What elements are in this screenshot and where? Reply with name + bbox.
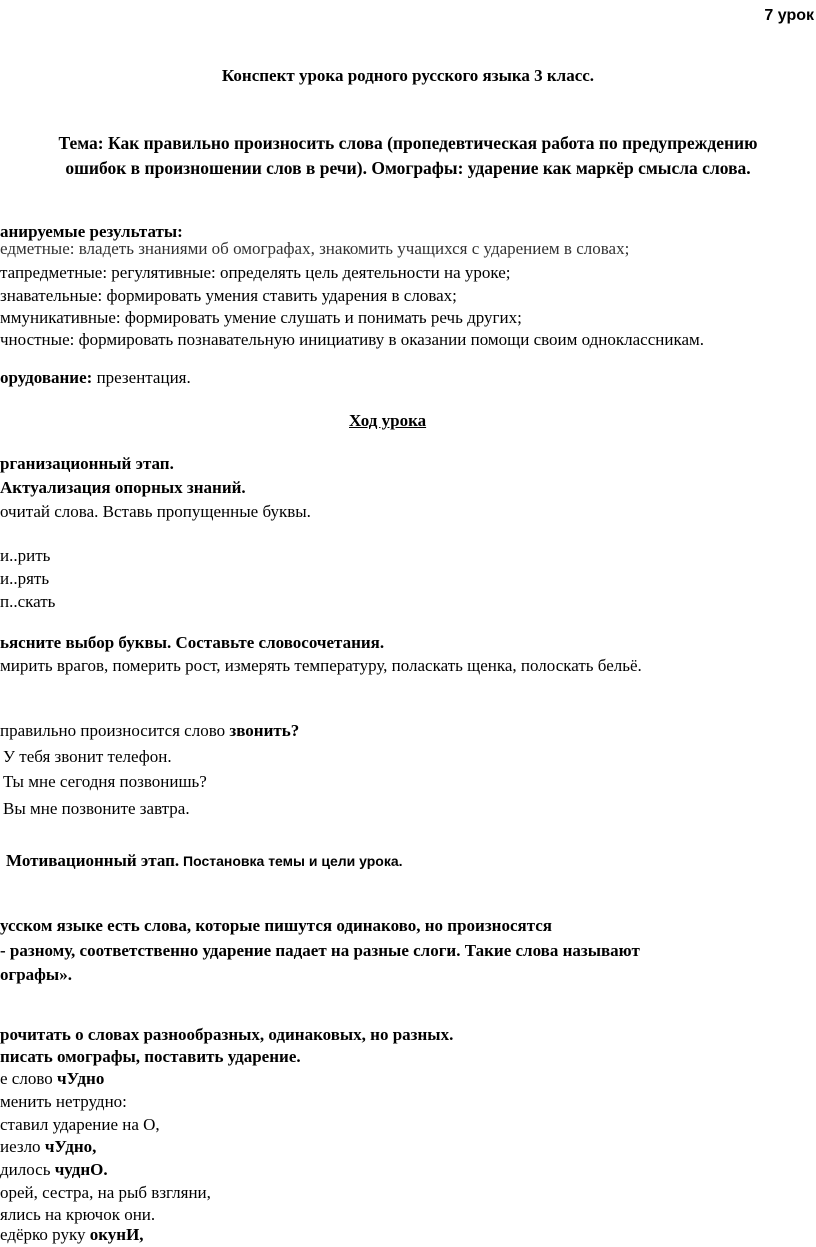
poem-accent-word: чуднО.	[54, 1160, 108, 1179]
results-item: знавательные: формировать умения ставить ударения в словах;	[0, 286, 457, 305]
stage-organizational: рганизационный этап.	[0, 454, 174, 473]
poem-text: ялись на крючок они.	[0, 1205, 156, 1224]
poem-accent-word: чУдно	[57, 1069, 105, 1088]
results-heading: анируемые результаты:	[0, 222, 183, 241]
poem-line	[0, 1135, 96, 1159]
paragraph-line: ографы».	[0, 965, 72, 984]
poem-text: едёрко руку	[0, 1225, 90, 1244]
lesson-label: 7 урок	[764, 7, 814, 24]
poem-text: ставил ударение на О,	[0, 1115, 160, 1134]
zvonit-example: Вы мне позвоните завтра.	[3, 799, 190, 818]
document-title: Конспект урока родного русского языка 3 класс.	[221, 66, 595, 85]
zvonit-word: звонить?	[229, 721, 300, 740]
zvonit-example: Ты мне сегодня позвонишь?	[3, 772, 207, 791]
results-item: ммуникативные: формировать умение слушать и понимать речь других;	[0, 308, 522, 327]
poem-line	[0, 1090, 127, 1114]
zvonit-question-text: правильно произносится слово	[0, 721, 230, 740]
equipment-label: орудование:	[0, 368, 93, 387]
word-item: и..рять	[0, 569, 50, 588]
results-item: тапредметные: регулятивные: определять цель деятельности на уроке;	[0, 263, 511, 282]
stage-actualization: Актуализация опорных знаний.	[0, 478, 246, 497]
word-item: п..скать	[0, 592, 56, 611]
paragraph-line: усском языке есть слова, которые пишутся одинаково, но произносятся	[0, 916, 553, 935]
equipment-line	[0, 366, 191, 390]
poem-line	[0, 1223, 144, 1247]
stage-motivation	[6, 849, 403, 873]
poem-text: дилось	[0, 1160, 55, 1179]
task-line: писать омографы, поставить ударение.	[0, 1047, 301, 1066]
topic-line-2: ошибок в произношении слов в речи). Омографы: ударение как маркёр смысла слова.	[65, 158, 751, 178]
poem-text: е слово	[0, 1069, 57, 1088]
poem-text: иезло	[0, 1137, 45, 1156]
stage-motivation-subtitle: Постановка темы и цели урока.	[179, 853, 403, 869]
task-line: рочитать о словах разнообразных, одинаковых, но разных.	[0, 1025, 454, 1044]
poem-accent-word: окунИ,	[89, 1225, 144, 1244]
poem-text: орей, сестра, на рыб взгляни,	[0, 1183, 211, 1202]
equipment-value: презентация.	[92, 368, 191, 387]
zvonit-question	[0, 719, 299, 743]
course-heading: Ход урока	[349, 411, 427, 430]
topic-line-1: Тема: Как правильно произносить слова (пропедевтическая работа по предупреждению	[58, 133, 758, 153]
poem-line	[0, 1181, 211, 1205]
word-item: и..рить	[0, 546, 51, 565]
poem-line	[0, 1113, 160, 1137]
poem-accent-word: чУдно,	[44, 1137, 97, 1156]
poem-line	[0, 1158, 108, 1182]
results-item: чностные: формировать познавательную инициативу в оказании помощи своим одноклассникам.	[0, 330, 705, 349]
stage-motivation-title: Мотивационный этап.	[6, 851, 180, 870]
paragraph-line: - разному, соответственно ударение падает на разные слоги. Такие слова называют	[0, 941, 640, 960]
zvonit-example: У тебя звонит телефон.	[3, 747, 172, 766]
results-item: едметные: владеть знаниями об омографах, знакомить учащихся с ударением в словах;	[0, 239, 630, 258]
poem-line	[0, 1067, 104, 1091]
stage-actualization-task: очитай слова. Вставь пропущенные буквы.	[0, 502, 311, 521]
explain-text: мирить врагов, померить рост, измерять температуру, поласкать щенка, полоскать бельё.	[0, 656, 642, 675]
explain-heading: ьясните выбор буквы. Составьте словосочетания.	[0, 633, 385, 652]
poem-text: менить нетрудно:	[0, 1092, 127, 1111]
